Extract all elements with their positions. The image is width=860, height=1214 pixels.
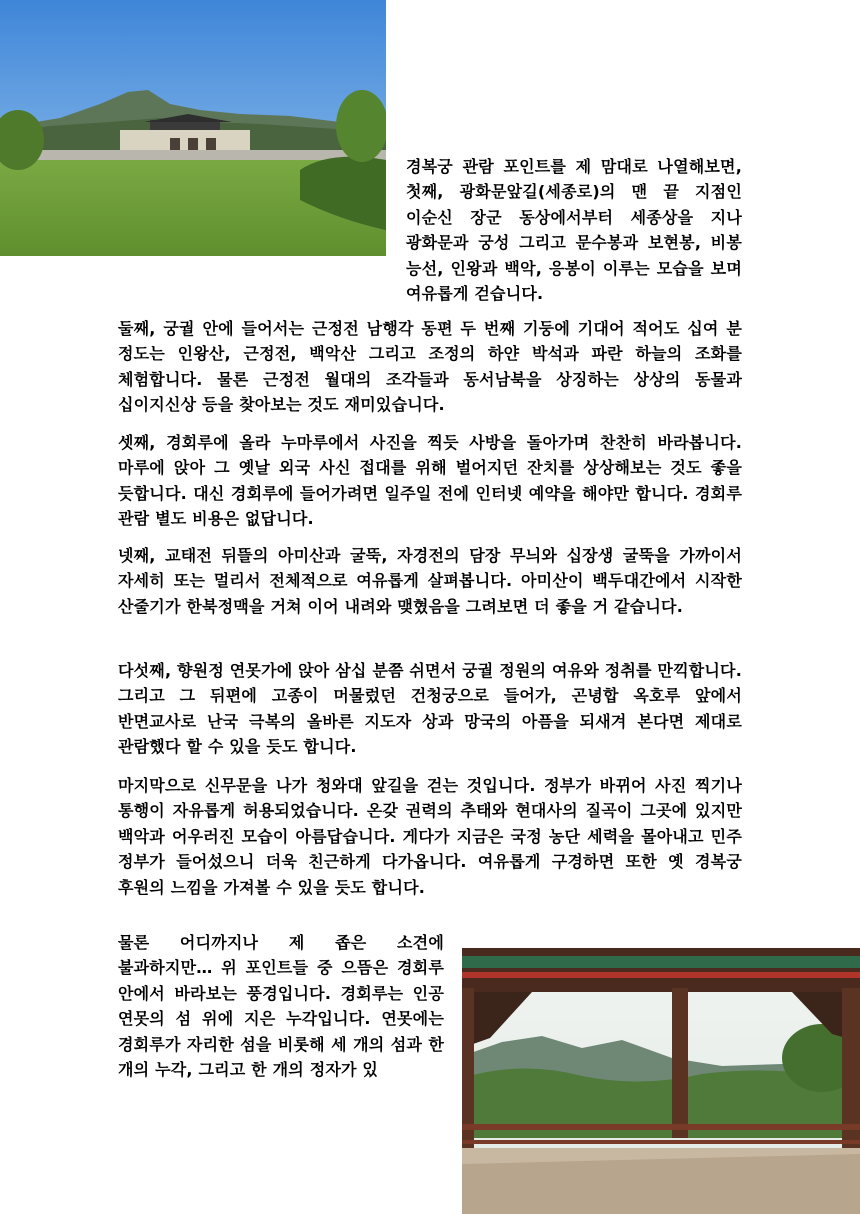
paragraph-second-point: 둘째, 궁궐 안에 들어서는 근정전 남행각 동편 두 번째 기둥에 기대어 적어도 십여 분 정도는 인왕산, 근정전, 백악산 그리고 조정의 하얀 박석과 파란 하늘의 조화를 체험합니다. 물론 근정전 월대의 조각들과 동서남북을 상징하는 상상의 동물과 십이지신상 등을 찾아보는 것도 재미있습니다. <box>118 319 742 415</box>
paragraph-conclusion: 물론 어디까지나 제 좁은 소견에 불과하지만… 위 포인트들 중 으뜸은 경회루 안에서 바라보는 풍경입니다. 경회루는 인공 연못의 섬 위에 지은 누각입니다. 연못에는 경회루가 자리한 섬을 비롯해 세 개의 섬과 한 개의 누각, 그리고 한 개의 정자가 있 <box>118 933 444 1080</box>
paragraph-last-point: 마지막으로 신무문을 나가 청와대 앞길을 걷는 것입니다. 정부가 바뀌어 사진 찍기나 통행이 자유롭게 허용되었습니다. 온갖 권력의 추태와 현대사의 질곡이 그곳에 있지만 백악과 어우러진 모습이 아름답습니다. 게다가 지금은 국정 농단 세력을 몰아내고 민주 정부가 들어섰으니 더욱 친근하게 다가옵니다. 여유롭게 구경하면 또한 옛 경복궁 후원의 느낌을 가져볼 수 있을 듯도 합니다. <box>118 776 742 897</box>
paragraph-third-point: 셋째, 경회루에 올라 누마루에서 사진을 찍듯 사방을 돌아가며 찬찬히 바라봅니다. 마루에 앉아 그 옛날 외국 사신 접대를 위해 벌어지던 잔치를 상상해보는 것도 좋을 듯합니다. 대신 경회루에 들어가려면 일주일 전에 인터넷 예약을 해야만 합니다. 경회루 관람 별도 비용은 없답니다. <box>118 433 742 529</box>
gwanghwamun-photo <box>0 0 386 256</box>
paragraph-first-point: 경복궁 관람 포인트를 제 맘대로 나열해보면, 첫째, 광화문앞길(세종로)의 맨 끝 지점인 이순신 장군 동상에서부터 세종상을 지나 광화문과 궁성 그리고 문수봉과 보현봉, 비봉 능선, 인왕과 백악, 응봉이 이루는 모습을 보며 여유롭게 걷습니다. <box>406 157 742 304</box>
paragraph-fourth-point: 넷째, 교태전 뒤뜰의 아미산과 굴뚝, 자경전의 담장 무늬와 십장생 굴뚝을 가까이서 자세히 또는 멀리서 전체적으로 여유롭게 살펴봅니다. 아미산이 백두대간에서 시작한 산줄기가 한북정맥을 거쳐 이어 내려와 맺혔음을 그려보면 더 좋을 거 같습니다. <box>118 546 742 616</box>
paragraph-fifth-point: 다섯째, 향원정 연못가에 앉아 삼십 분쯤 쉬면서 궁궐 정원의 여유와 정취를 만끽합니다. 그리고 그 뒤편에 고종이 머물렀던 건청궁으로 들어가, 곤녕합 옥호루 앞에서 반면교사로 난국 극복의 올바른 지도자 상과 망국의 아픔을 되새겨 본다면 제대로 관람했다 할 수 있을 듯도 합니다. <box>118 661 742 757</box>
gyeonghoeru-interior-photo <box>462 948 860 1214</box>
